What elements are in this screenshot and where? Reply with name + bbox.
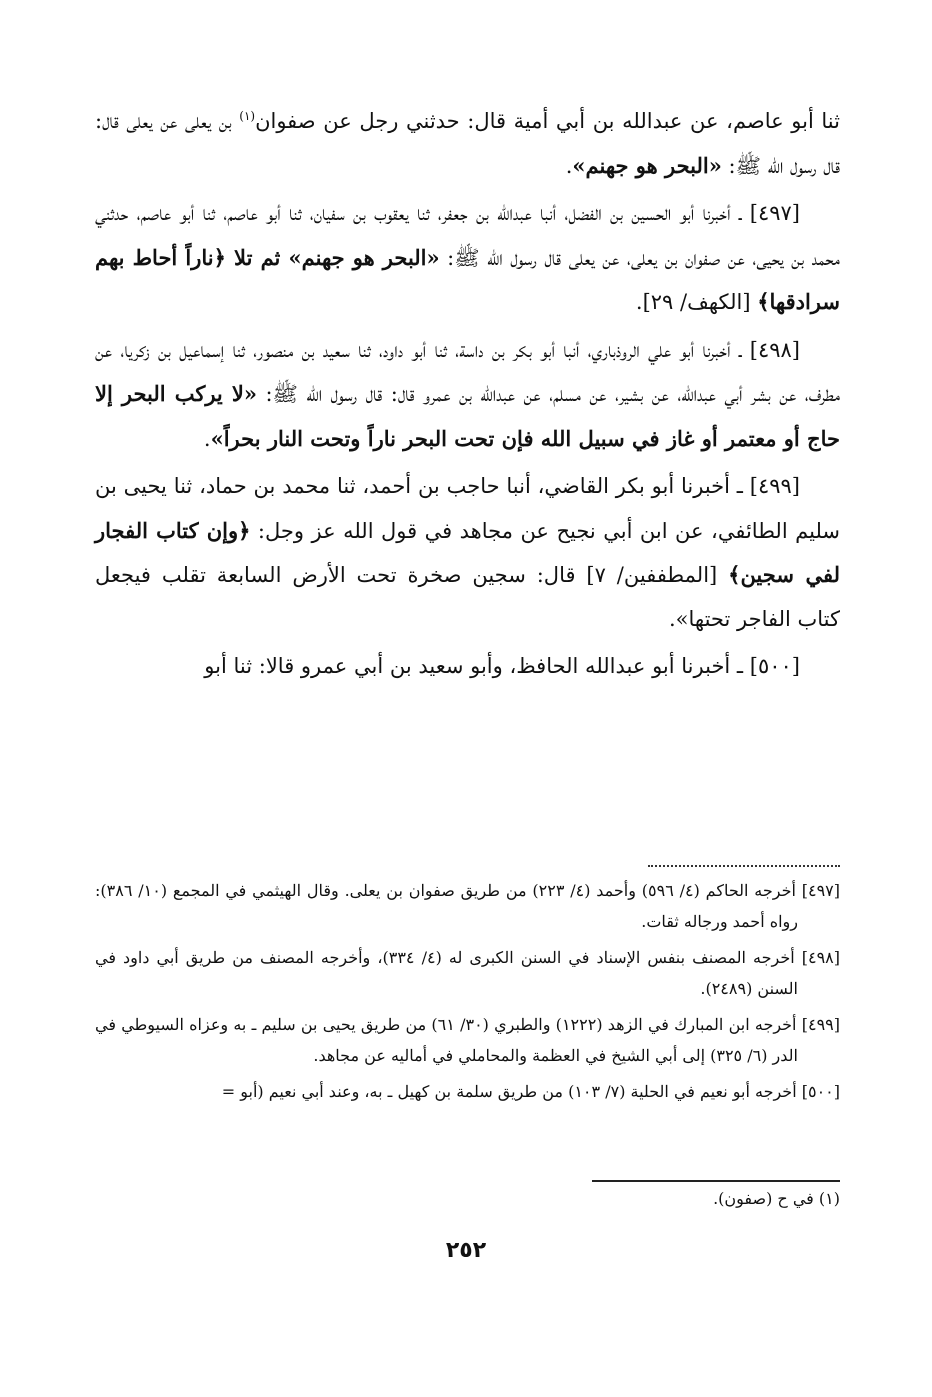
hadith-498: [٤٩٨] ـ أخبرنا أبو علي الروذباري، أنبا أبو بكر بن داسة، ثنا أبو داود، ثنا سعيد بن منصور، ثنا إسماعيل بن زكريا، عن مطرف، عن بشر أبي عبدالله، عن بشير، عن مسلم، عن عبدالله بن عمرو قال: قال رسول الله ﷺ: «لا يركب البحر إلا حاج أو معتمر أو غاز في سبيل الله فإن تحت البحر ناراً وتحت النار بحراً». bbox=[95, 337, 841, 451]
notes-divider bbox=[648, 865, 840, 867]
hadith-quote: «لا يركب البحر إلا حاج أو معتمر أو غاز في سبيل الله فإن تحت البحر ناراً وتحت النار بحراً» bbox=[95, 381, 840, 451]
main-text bbox=[95, 100, 840, 693]
hadith-497: [٤٩٧] ـ أخبرنا أبو الحسين بن الفضل، أنبا عبدالله بن جعفر، ثنا يعقوب بن سفيان، ثنا أبو عاصم، ثنا أبو عاصم، حدثني محمد بن يحيى، عن صفوان بن يعلى، عن يعلى قال رسول الله ﷺ: «البحر هو جهنم» ثم تلا ﴿ناراً أحاط بهم سرادقها﴾ [الكهف/ ٢٩]. bbox=[95, 201, 840, 314]
paragraph-continuation: ثنا أبو عاصم، عن عبدالله بن أبي أمية قال: حدثني رجل عن صفوان$^{(١)}$ بن يعلى عن يعلى قال: قال رسول الله ﷺ: «البحر هو جهنم». bbox=[95, 109, 840, 178]
footnote: (١) في ح (صفون). bbox=[713, 1189, 840, 1208]
footnote-marker[interactable]: (١) bbox=[239, 109, 256, 123]
hadith-quote: «البحر هو جهنم» bbox=[572, 152, 722, 178]
page-number: ٢٥٢ bbox=[445, 1238, 487, 1263]
takhrij-notes bbox=[95, 876, 840, 1114]
note-498: [٤٩٨] أخرجه المصنف بنفس الإسناد في السنن الكبرى له (٤/ ٣٣٤)، وأخرجه المصنف من طريق أبي داود في السنن (٢٤٨٩). bbox=[95, 948, 840, 998]
footnote-divider bbox=[592, 1180, 840, 1182]
note-499: [٤٩٩] أخرجه ابن المبارك في الزهد (١٢٢٢) والطبري (٣٠/ ٦١) من طريق يحيى بن سليم ـ به وعزاه السيوطي في الدر (٦/ ٣٢٥) إلى أبي الشيخ في العظمة والمحاملي في أماليه عن مجاهد. bbox=[95, 1015, 840, 1065]
quran-quote: ﴿وإن كتاب الفجار لفي سجين﴾ bbox=[95, 517, 840, 587]
hadith-500: [٥٠٠] ـ أخبرنا أبو عبدالله الحافظ، وأبو سعيد بن أبي عمرو قالا: ثنا أبو bbox=[204, 654, 800, 678]
note-500: [٥٠٠] أخرجه أبو نعيم في الحلية (٧/ ١٠٣) من طريق سلمة بن كهيل ـ به، وعند أبي نعيم (أبو = bbox=[221, 1082, 840, 1101]
hadith-quote: «البحر هو جهنم» ثم تلا ﴿ناراً أحاط بهم سرادقها﴾ bbox=[95, 244, 840, 314]
note-497: [٤٩٧] أخرجه الحاكم (٤/ ٥٩٦) وأحمد (٤/ ٢٢٣) من طريق صفوان بن يعلى. وقال الهيثمي في المجمع (١٠/ ٣٨٦): رواه أحمد ورجاله ثقات. bbox=[95, 881, 840, 931]
hadith-499: [٤٩٩] ـ أخبرنا أبو بكر القاضي، أنبا حاجب بن أحمد، ثنا محمد بن حماد، ثنا يحيى بن سليم الطائفي، عن ابن أبي نجيح عن مجاهد في قول الله عز وجل: ﴿وإن كتاب الفجار لفي سجين﴾ [المطففين/ ٧] قال: سجين صخرة تحت الأرض السابعة تقلب فيجعل كتاب الفاجر تحتها». bbox=[95, 474, 840, 631]
